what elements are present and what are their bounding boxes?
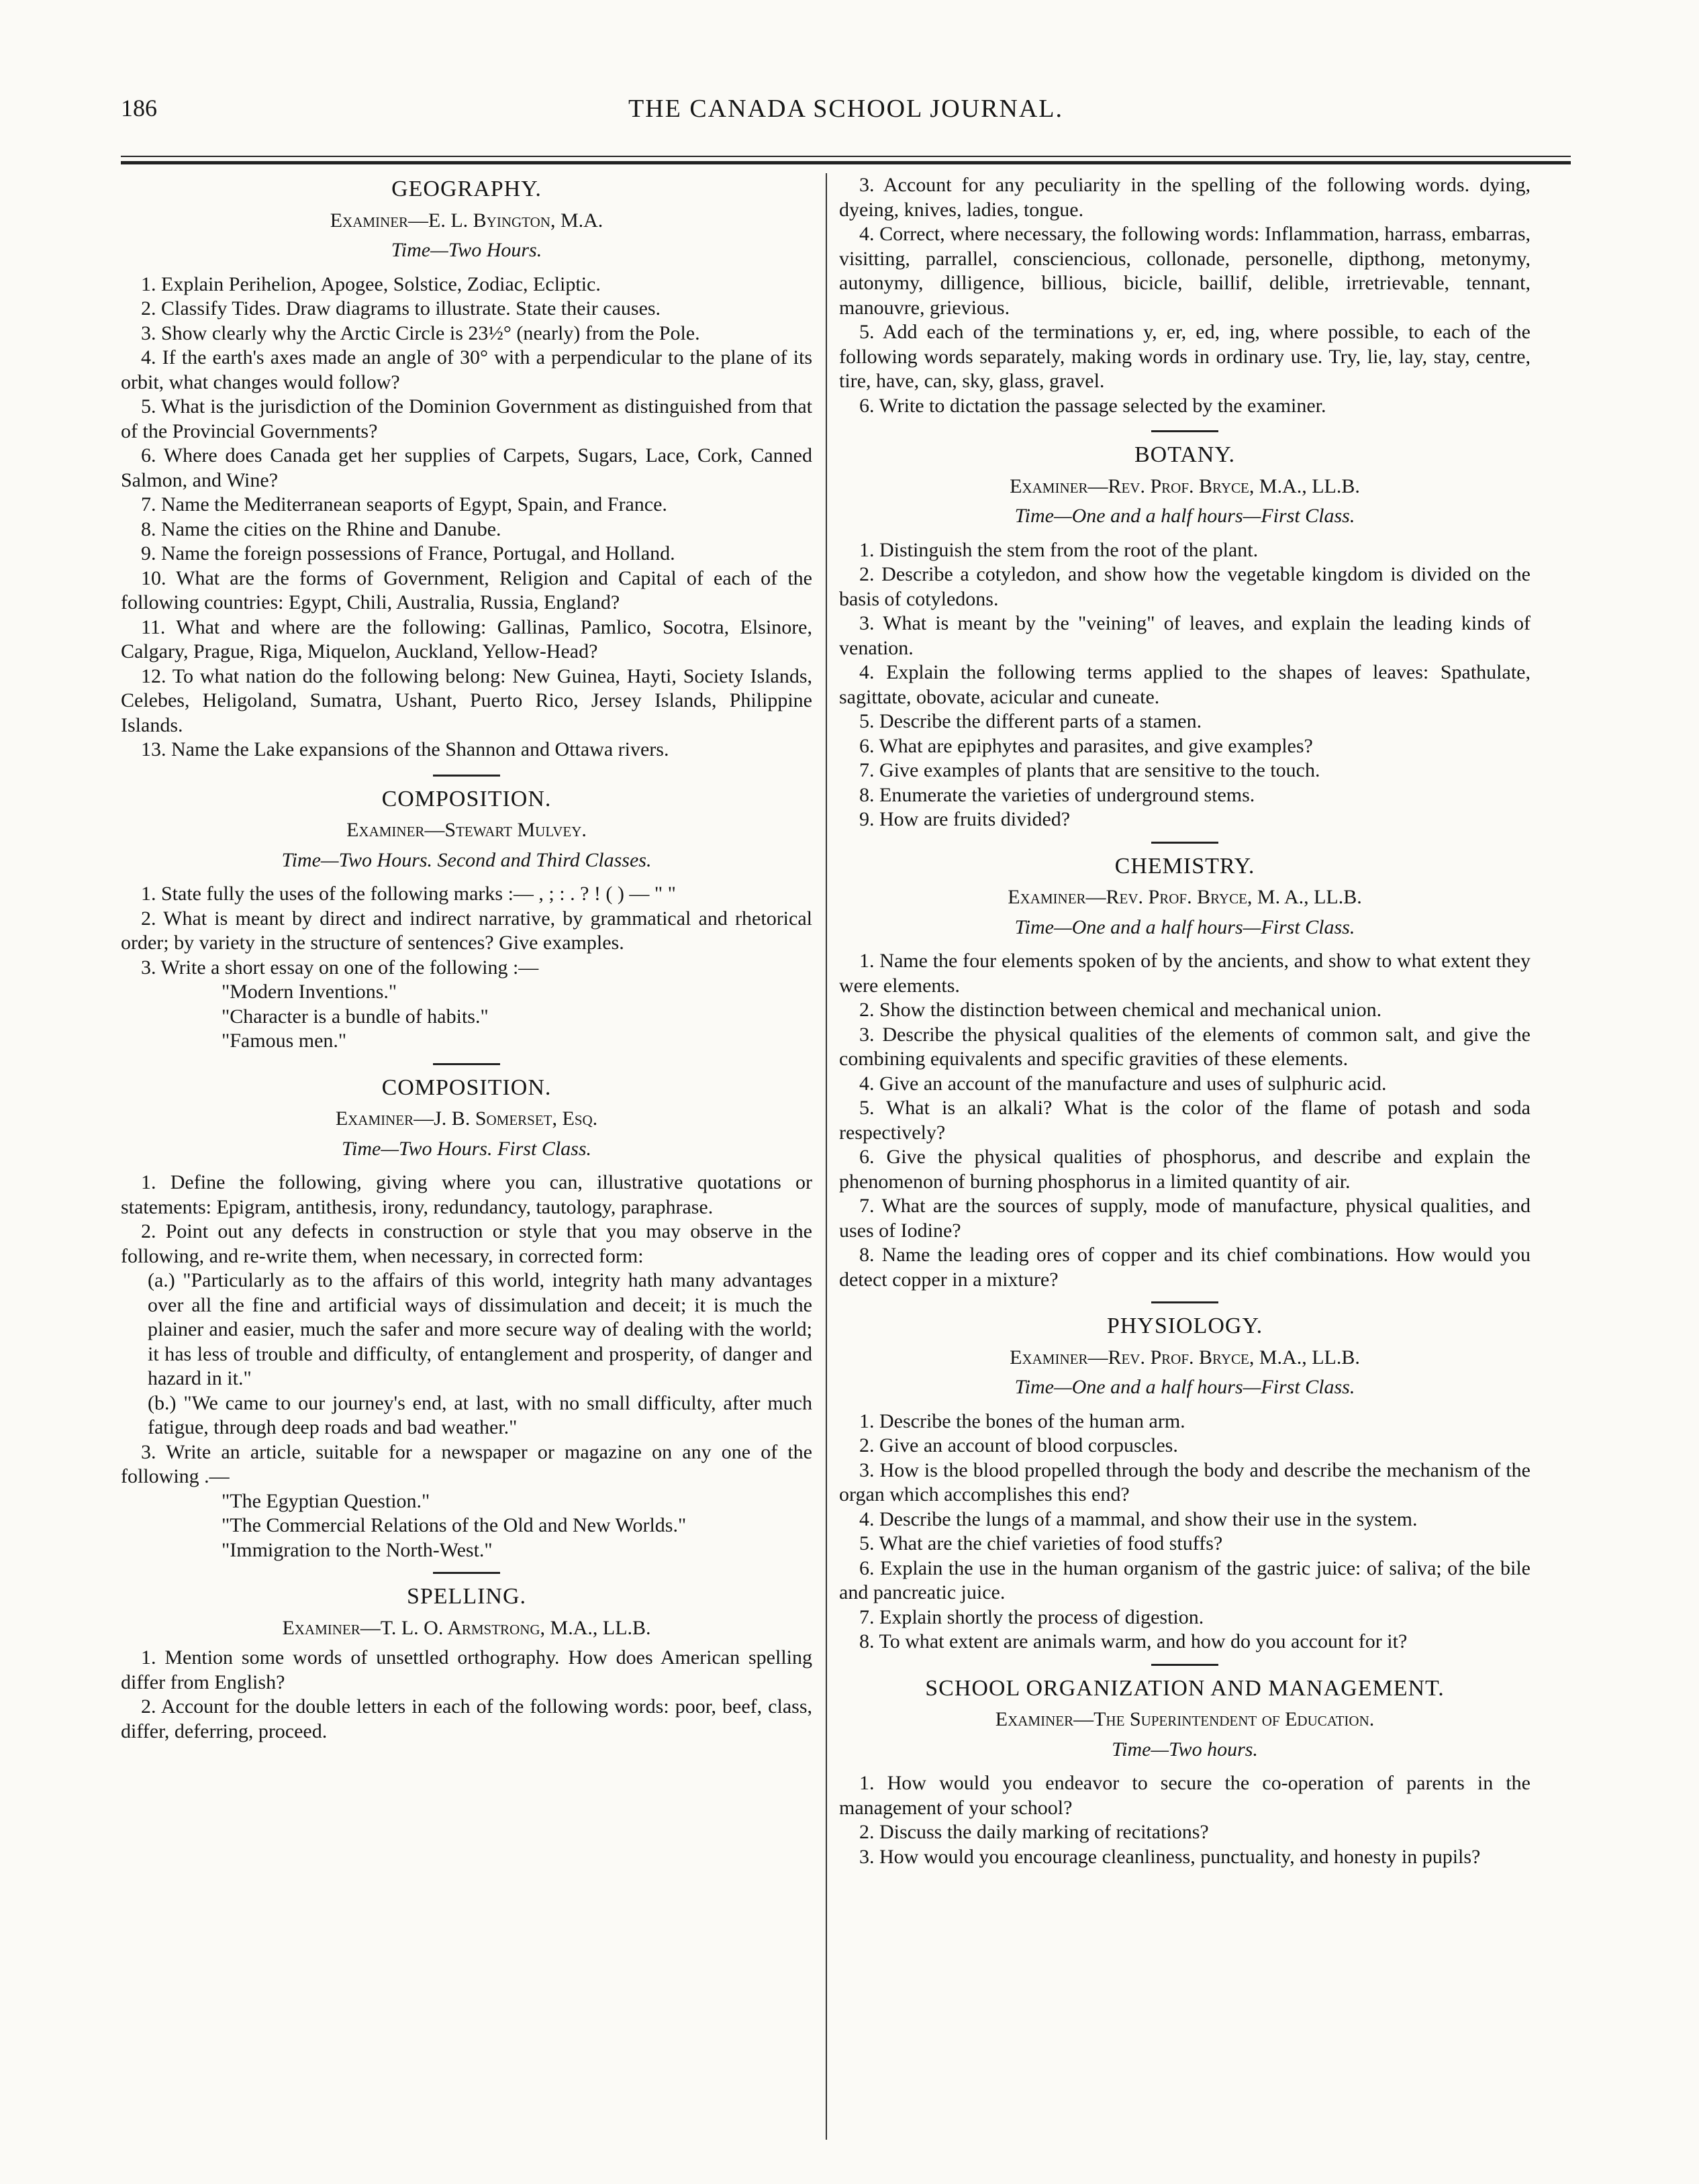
section-title: COMPOSITION.	[381, 786, 552, 811]
question: 3. How would you encourage cleanliness, punctuality, and honesty in pupils?	[859, 1845, 1481, 1868]
question: 8. Name the leading ores of copper and its chief combinations. How would you detect copper in a mixture?	[839, 1244, 1531, 1291]
question: 1. Mention some words of unsettled orthography. How does American spelling differ from English?	[121, 1646, 812, 1693]
section-separator	[1151, 1301, 1218, 1303]
question: 3. What is meant by the "veining" of leaves, and explain the leading kinds of venation.	[839, 612, 1531, 659]
exam-section	[121, 787, 812, 1054]
exam-section	[839, 443, 1531, 832]
question: 4. Describe the lungs of a mammal, and show their use in the system.	[859, 1507, 1418, 1530]
section-title: GEOGRAPHY.	[391, 177, 542, 201]
examiner-line: Examiner—Rev. Prof. Bryce, M. A., LL.B.	[1008, 886, 1362, 908]
essay-topic: "The Egyptian Question."	[222, 1489, 430, 1512]
time-line: Time—One and a half hours—First Class.	[1014, 915, 1355, 938]
question: 6. Explain the use in the human organism of the gastric juice: of saliva; of the bile and pancreatic juice.	[839, 1556, 1531, 1603]
question: 3. Describe the physical qualities of the elements of common salt, and give the combining equivalents and specific gravities of these elements.	[839, 1023, 1531, 1070]
time-line: Time—One and a half hours—First Class.	[1014, 1376, 1355, 1398]
question: 2. Point out any defects in construction or style that you may observe in the following, and re-write them, when necessary, in corrected form:	[121, 1220, 812, 1267]
exam-section	[839, 854, 1531, 1293]
essay-topic: "Character is a bundle of habits."	[222, 1005, 489, 1028]
question: 1. Describe the bones of the human arm.	[859, 1409, 1185, 1432]
section-separator	[1151, 430, 1218, 432]
exam-section	[839, 1677, 1531, 1870]
page-number: 186	[121, 95, 157, 121]
section-separator	[1151, 842, 1218, 844]
essay-topic: "Famous men."	[222, 1030, 347, 1052]
question: 2. Give an account of blood corpuscles.	[859, 1434, 1178, 1456]
examiner-line: Examiner—T. L. O. Armstrong, M.A., LL.B.	[282, 1616, 651, 1639]
question: 5. What is an alkali? What is the color of the flame of potash and soda respectively?	[839, 1097, 1531, 1144]
question: 1. State fully the uses of the following marks :— , ; : . ? ! ( ) — " "	[141, 883, 676, 905]
question: 9. Name the foreign possessions of France, Portugal, and Holland.	[141, 542, 675, 564]
examiner-line: Examiner—Rev. Prof. Bryce, M.A., LL.B.	[1010, 475, 1360, 497]
question: 7. Explain shortly the process of digestion.	[859, 1605, 1204, 1628]
exam-section	[121, 177, 812, 762]
question: 4. Correct, where necessary, the following words: Inflammation, harrass, embarras, visitting, parrallel, consciencious, collonade, personelle, dipthong, metonymy, autonymy, dilligence, billious, bicicle, baillif, delible, irretrievable, tennant, manouvre, grievious.	[839, 223, 1531, 319]
question: 3. How is the blood propelled through the body and describe the mechanism of the organ which accomplishes this end?	[839, 1458, 1531, 1505]
journal-page	[121, 94, 1571, 1868]
question: 7. Name the Mediterranean seaports of Egypt, Spain, and France.	[141, 493, 667, 515]
question-subitem: (a.) "Particularly as to the affairs of this world, integrity hath many advantages over all the fine and artificial ways of dissimulation and deceit; it is much the plainer and easier, much the safer and more secure way of dealing with the world; it has less of trouble and difficulty, of entanglement and prosperity, of danger and hazard in it."	[148, 1269, 812, 1389]
question: 1. Explain Perihelion, Apogee, Solstice, Zodiac, Ecliptic.	[141, 272, 601, 295]
question: 2. Describe a cotyledon, and show how the vegetable kingdom is divided on the basis of cotyledons.	[839, 563, 1531, 610]
time-line: Time—Two Hours.	[391, 239, 542, 261]
question: 3. Account for any peculiarity in the spelling of the following words. dying, dyeing, knives, ladies, tongue.	[839, 174, 1531, 221]
time-line: Time—One and a half hours—First Class.	[1014, 505, 1355, 527]
question: 5. Describe the different parts of a stamen.	[859, 710, 1202, 732]
question: 2. Discuss the daily marking of recitations?	[859, 1821, 1209, 1843]
section-separator	[433, 1063, 500, 1065]
examiner-line: Examiner—Rev. Prof. Bryce, M.A., LL.B.	[1010, 1346, 1360, 1369]
question: 6. Give the physical qualities of phosphorus, and describe and explain the phenomenon of burning phosphorus in a limited quantity of air.	[839, 1146, 1531, 1193]
section-separator	[433, 1572, 500, 1574]
question: 6. Where does Canada get her supplies of Carpets, Sugars, Lace, Cork, Canned Salmon, and Wine?	[121, 444, 812, 491]
question: 1. Define the following, giving where you can, illustrative quotations or statements: Epigram, antithesis, irony, redundancy, tautology, paraphrase.	[121, 1171, 812, 1218]
question: 2. Account for the double letters in each of the following words: poor, beef, class, differ, deferring, proceed.	[121, 1695, 812, 1742]
question: 8. Enumerate the varieties of underground stems.	[859, 783, 1255, 806]
question-subitem: (b.) "We came to our journey's end, at last, with no small difficulty, after much fatigue, through deep roads and bad weather."	[148, 1391, 812, 1438]
question: 7. Give examples of plants that are sensitive to the touch.	[859, 759, 1320, 781]
question: 6. What are epiphytes and parasites, and give examples?	[859, 734, 1313, 757]
question: 3. Show clearly why the Arctic Circle is 23½° (nearly) from the Pole.	[141, 321, 700, 344]
question: 11. What and where are the following: Gallinas, Pamlico, Socotra, Elsinore, Calgary, Prague, Riga, Miquelon, Auckland, Yellow-Head?	[121, 615, 812, 662]
question: 10. What are the forms of Government, Religion and Capital of each of the following countries: Egypt, Chili, Australia, Russia, England?	[121, 566, 812, 613]
page-header	[121, 94, 1571, 141]
exam-section	[121, 1585, 812, 1744]
header-rule-thick	[121, 161, 1571, 164]
question: 7. What are the sources of supply, mode of manufacture, physical qualities, and uses of Iodine?	[839, 1195, 1531, 1242]
exam-section	[121, 1076, 812, 1563]
examiner-line: Examiner—J. B. Somerset, Esq.	[335, 1107, 598, 1130]
time-line: Time—Two hours.	[1112, 1738, 1258, 1760]
question: 5. What is the jurisdiction of the Dominion Government as distinguished from that of the Provincial Governments?	[121, 395, 812, 442]
question: 1. Distinguish the stem from the root of the plant.	[859, 538, 1259, 561]
exam-section	[839, 1314, 1531, 1654]
section-title: COMPOSITION.	[381, 1075, 552, 1100]
essay-topic: "Immigration to the North-West."	[222, 1538, 493, 1561]
header-rule-thin	[121, 156, 1571, 157]
left-column	[121, 173, 812, 1744]
question: 4. Give an account of the manufacture and uses of sulphuric acid.	[859, 1072, 1387, 1095]
examiner-line: Examiner—The Superintendent of Education.	[995, 1708, 1375, 1730]
question: 4. Explain the following terms applied to the shapes of leaves: Spathulate, sagittate, obovate, acicular and cuneate.	[839, 661, 1531, 708]
question: 5. What are the chief varieties of food stuffs?	[859, 1532, 1223, 1554]
question: 2. Show the distinction between chemical and mechanical union.	[859, 999, 1382, 1021]
question: 8. To what extent are animals warm, and how do you account for it?	[859, 1630, 1408, 1652]
question: 4. If the earth's axes made an angle of 30° with a perpendicular to the plane of its orbit, what changes would follow?	[121, 346, 812, 393]
section-separator	[1151, 1664, 1218, 1666]
section-separator	[433, 775, 500, 777]
essay-topic: "Modern Inventions."	[222, 981, 397, 1003]
question: 3. Write an article, suitable for a newspaper or magazine on any one of the following .—	[121, 1440, 812, 1487]
right-column	[839, 173, 1531, 1869]
section-title: PHYSIOLOGY.	[1106, 1313, 1263, 1338]
question: 2. Classify Tides. Draw diagrams to illustrate. State their causes.	[141, 297, 661, 319]
question: 8. Name the cities on the Rhine and Danube.	[141, 517, 501, 540]
section-title: BOTANY.	[1134, 442, 1236, 467]
question: 13. Name the Lake expansions of the Shannon and Ottawa rivers.	[141, 738, 669, 760]
question: 1. How would you endeavor to secure the co-operation of parents in the management of your school?	[839, 1772, 1531, 1819]
essay-topic: "The Commercial Relations of the Old and New Worlds."	[222, 1514, 687, 1536]
column-divider	[826, 173, 827, 2140]
exam-section	[839, 173, 1531, 418]
question: 3. Write a short essay on one of the following :—	[141, 956, 539, 979]
section-title: SPELLING.	[406, 1584, 527, 1609]
question: 12. To what nation do the following belong: New Guinea, Hayti, Society Islands, Celebes, Heligoland, Sumatra, Ushant, Puerto Rico, Jersey Islands, Philippine Islands.	[121, 664, 812, 736]
journal-title: THE CANADA SCHOOL JOURNAL.	[628, 95, 1064, 123]
time-line: Time—Two Hours. First Class.	[341, 1137, 592, 1160]
question: 9. How are fruits divided?	[859, 808, 1071, 830]
section-title: CHEMISTRY.	[1114, 853, 1255, 879]
question: 2. What is meant by direct and indirect narrative, by grammatical and rhetorical order; by variety in the structure of sentences? Give examples.	[121, 907, 812, 954]
section-title: SCHOOL ORGANIZATION AND MANAGEMENT.	[925, 1675, 1445, 1701]
question: 6. Write to dictation the passage selected by the examiner.	[859, 394, 1326, 417]
question: 1. Name the four elements spoken of by the ancients, and show to what extent they were elements.	[839, 950, 1531, 997]
time-line: Time—Two Hours. Second and Third Classes.	[281, 848, 652, 871]
examiner-line: Examiner—Stewart Mulvey.	[346, 819, 587, 841]
examiner-line: Examiner—E. L. Byington, M.A.	[330, 209, 603, 232]
question: 5. Add each of the terminations y, er, ed, ing, where possible, to each of the following words separately, making words in ordinary use. Try, lie, lay, stay, centre, tire, have, can, sky, glass, gravel.	[839, 321, 1531, 392]
